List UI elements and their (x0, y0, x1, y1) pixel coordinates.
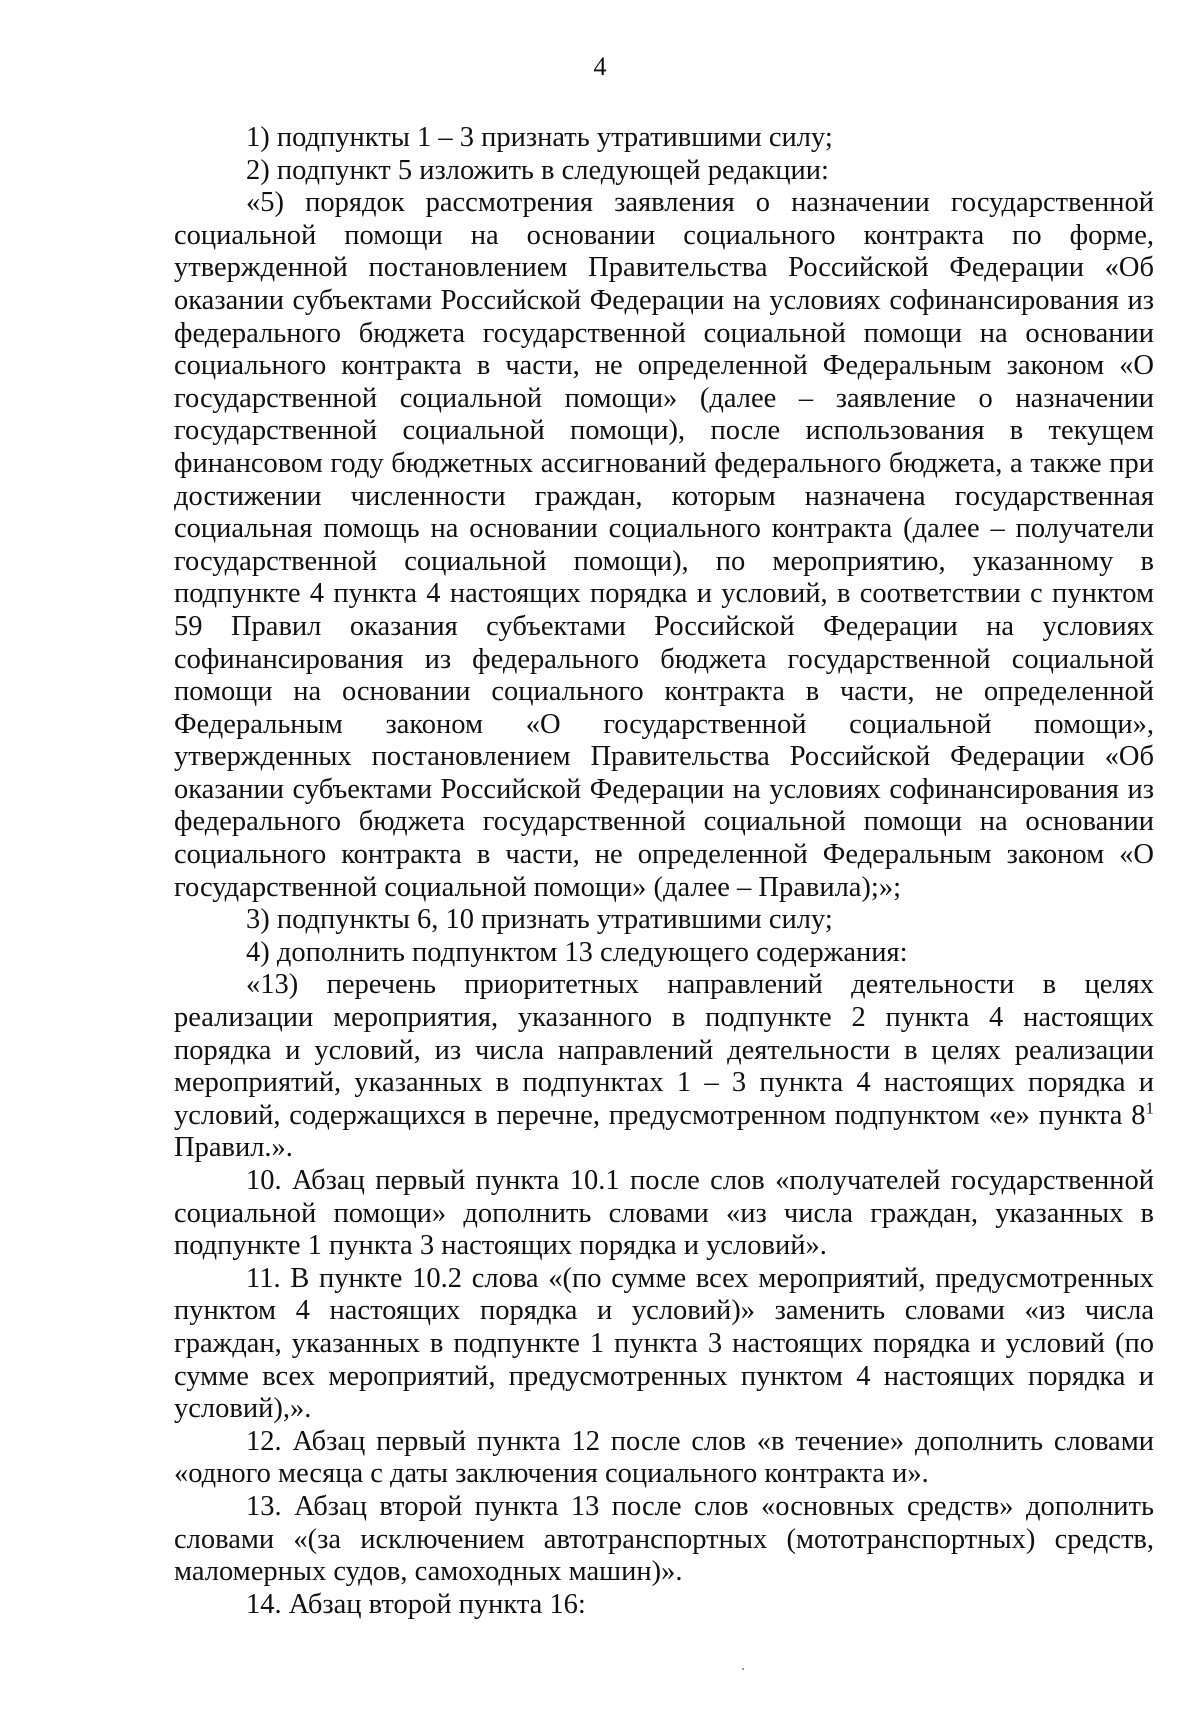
document-body (174, 122, 1154, 1621)
page-number: 4 (593, 52, 607, 81)
superscript-1: 1 (1145, 1098, 1154, 1118)
paragraph-subitem-13-main: «13) перечень приоритетных направлений деятельности в целях реализации мероприятия, указанного в подпункте 2 пункта 4 настоящих порядка и условий, из числа направлений деятельности в целях реализации мероприятий, указанных в подпунктах 1 – 3 пункта 4 настоящих порядка и условий, содержащихся в перечне, предусмотренном подпунктом «е» пункта 8 (174, 969, 1154, 1131)
paragraph-subitem-13-text (174, 969, 1154, 1165)
paragraph-subitem-2: 2) подпункт 5 изложить в следующей редакции: (246, 154, 829, 186)
paragraph-item-11: 11. В пункте 10.2 слова «(по сумме всех мероприятий, предусмотренных пунктом 4 настоящих порядка и условий)» заменить словами «из числа граждан, указанных в подпункте 1 пункта 3 настоящих порядка и условий (по сумме всех мероприятий, предусмотренных пунктом 4 настоящих порядка и условий),». (174, 1262, 1154, 1425)
paragraph-subitem-1: 1) подпункты 1 – 3 признать утратившими силу; (246, 122, 833, 153)
scan-speck (742, 1668, 744, 1670)
paragraph-subitem-5-text: «5) порядок рассмотрения заявления о назначении государственной социальной помощи на основании социального контракта по форме, утвержденной постановлением Правительства Российской Федерации «Об оказании субъектами Российской Федерации на условиях софинансирования из федерального бюджета государственной социальной помощи на основании социального контракта в части, не определенной Федеральным законом «О государственной социальной помощи» (далее – заявление о назначении государственной социальной помощи), после использования в текущем финансовом году бюджетных ассигнований федерального бюджета, а также при достижении численности граждан, которым назначена государственная социальная помощь на основании социального контракта (далее – получатели государственной социальной помощи), по мероприятию, указанному в подпункте 4 пункта 4 настоящих порядка и условий, в соответствии с пунктом 59 Правил оказания субъектами Российской Федерации на условиях софинансирования из федерального бюджета государственной социальной помощи на основании социального контракта в части, не определенной Федеральным законом «О государственной социальной помощи», утвержденных постановлением Правительства Российской Федерации «Об оказании субъектами Российской Федерации на условиях софинансирования из федерального бюджета государственной социальной помощи на основании социального контракта в части, не определенной Федеральным законом «О государственной социальной помощи» (далее – Правила);»; (174, 187, 1154, 903)
paragraph-item-13: 13. Абзац второй пункта 13 после слов «основных средств» дополнить словами «(за исключением автотранспортных (мототранспортных) средств, маломерных судов, самоходных машин)». (174, 1490, 1154, 1588)
paragraph-subitem-4: 4) дополнить подпунктом 13 следующего содержания: (246, 936, 908, 968)
paragraph-item-12: 12. Абзац первый пункта 12 после слов «в течение» дополнить словами «одного месяца с даты заключения социального контракта и». (174, 1425, 1154, 1490)
paragraph-subitem-13-tail: Правил.». (174, 1132, 293, 1164)
paragraph-item-10: 10. Абзац первый пункта 10.1 после слов «получателей государственной социальной помощи» дополнить словами «из числа граждан, указанных в подпункте 1 пункта 3 настоящих порядка и условий». (174, 1165, 1154, 1262)
paragraph-subitem-3: 3) подпункты 6, 10 признать утратившими силу; (246, 904, 833, 936)
paragraph-item-14: 14. Абзац второй пункта 16: (246, 1588, 586, 1620)
